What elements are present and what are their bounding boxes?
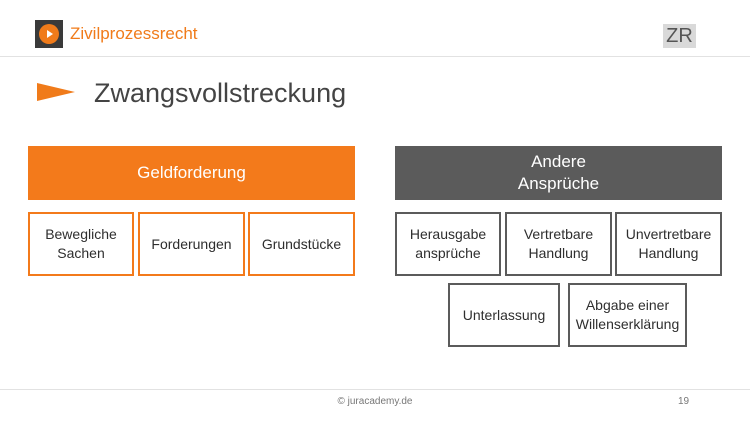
category-other-claims: Andere Ansprüche (395, 146, 722, 200)
category-money-claim: Geldforderung (28, 146, 355, 200)
footer-copyright: © juracademy.de (337, 396, 413, 407)
course-title: Zivilprozessrecht (70, 24, 198, 43)
header-divider (0, 56, 750, 57)
leaf-omission: Unterlassung (448, 283, 560, 347)
arrow-icon (37, 83, 75, 101)
page-title: Zwangsvollstreckung (94, 78, 347, 108)
leaf-receivables: Forderungen (138, 212, 245, 276)
leaf-declaration-of-intent: Abgabe einer Willenserklärung (568, 283, 687, 347)
leaf-surrender-claims: Herausgabe ansprüche (395, 212, 501, 276)
leaf-fungible-act: Vertretbare Handlung (505, 212, 612, 276)
footer-divider (0, 389, 750, 390)
leaf-movable-goods: Bewegliche Sachen (28, 212, 134, 276)
course-badge: ZR (663, 24, 696, 48)
logo-icon (35, 20, 63, 48)
leaf-real-estate: Grundstücke (248, 212, 355, 276)
leaf-non-fungible-act: Unvertretbare Handlung (615, 212, 722, 276)
page-number: 19 (678, 396, 690, 407)
play-icon (39, 24, 59, 44)
